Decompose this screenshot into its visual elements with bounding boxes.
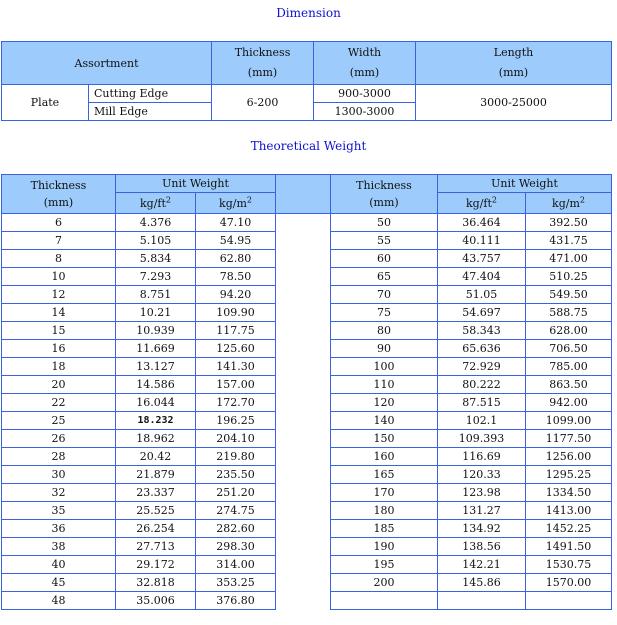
weight-title: Theoretical Weight <box>250 139 367 153</box>
left-kgft-cell: 5.834 <box>116 250 196 268</box>
thickness-header <box>212 42 314 85</box>
length-range-cell: 3000-25000 <box>416 85 612 121</box>
left-thickness-cell: 20 <box>2 376 116 394</box>
plate-cell: Plate <box>2 85 89 121</box>
right-thickness-cell: 90 <box>331 340 438 358</box>
left-kgm-cell: 314.00 <box>196 556 276 574</box>
right-kgm-cell: 1452.25 <box>526 520 612 538</box>
left-thickness-cell: 45 <box>2 574 116 592</box>
right-kgm-cell: 706.50 <box>526 340 612 358</box>
mill-edge-cell: Mill Edge <box>89 103 212 121</box>
kgft-label: kg/ft <box>140 196 166 210</box>
left-thickness-header <box>2 175 116 214</box>
left-thickness-cell: 35 <box>2 502 116 520</box>
right-kgm-cell: 1177.50 <box>526 430 612 448</box>
left-thickness-cell: 7 <box>2 232 116 250</box>
left-kgft-cell: 14.586 <box>116 376 196 394</box>
right-kgm-cell: 1570.00 <box>526 574 612 592</box>
left-kgm-cell: 172.70 <box>196 394 276 412</box>
right-thickness-label: Thickness <box>356 179 412 192</box>
left-kgft-cell: 10.939 <box>116 322 196 340</box>
left-kgm-cell: 47.10 <box>196 214 276 232</box>
right-kgm-cell: 1099.00 <box>526 412 612 430</box>
spacer-column <box>276 214 331 610</box>
left-kgft-cell: 18.962 <box>116 430 196 448</box>
kgft-label: kg/ft <box>466 196 492 210</box>
right-thickness-cell: 65 <box>331 268 438 286</box>
right-kgm-cell: 1334.50 <box>526 484 612 502</box>
right-kgft-cell: 116.69 <box>438 448 526 466</box>
left-thickness-cell: 18 <box>2 358 116 376</box>
left-thickness-cell: 22 <box>2 394 116 412</box>
left-thickness-cell: 26 <box>2 430 116 448</box>
right-kgft-cell <box>438 592 526 610</box>
kgm-sup: 2 <box>246 194 252 204</box>
right-kgft-cell: 123.98 <box>438 484 526 502</box>
left-thickness-unit: (mm) <box>43 196 74 209</box>
right-kgft-cell: 134.92 <box>438 520 526 538</box>
left-thickness-cell: 12 <box>2 286 116 304</box>
right-kgft-cell: 51.05 <box>438 286 526 304</box>
kgm-label: kg/m <box>219 196 247 210</box>
left-kgft-cell: 26.254 <box>116 520 196 538</box>
right-kgft-cell: 58.343 <box>438 322 526 340</box>
left-kgm-cell: 141.30 <box>196 358 276 376</box>
left-thickness-cell: 25 <box>2 412 116 430</box>
right-unit-weight-header: Unit Weight <box>438 175 612 193</box>
left-kgft-cell: 20.42 <box>116 448 196 466</box>
right-kgm-cell: 1256.00 <box>526 448 612 466</box>
right-kgft-cell: 131.27 <box>438 502 526 520</box>
left-kgft-cell: 29.172 <box>116 556 196 574</box>
left-thickness-cell: 36 <box>2 520 116 538</box>
right-kgm-cell: 1413.00 <box>526 502 612 520</box>
dimension-title: Dimension <box>276 6 341 20</box>
left-thickness-cell: 30 <box>2 466 116 484</box>
left-kgm-cell: 157.00 <box>196 376 276 394</box>
left-thickness-label: Thickness <box>30 179 87 192</box>
dimension-row <box>2 85 612 103</box>
kgm-sup: 2 <box>579 194 585 204</box>
left-kgm-cell: 62.80 <box>196 250 276 268</box>
right-kgm-cell: 431.75 <box>526 232 612 250</box>
right-kgft-cell: 87.515 <box>438 394 526 412</box>
right-thickness-cell: 140 <box>331 412 438 430</box>
right-thickness-header <box>331 175 438 214</box>
left-kgm-cell: 204.10 <box>196 430 276 448</box>
right-kgft-cell: 72.929 <box>438 358 526 376</box>
left-kgm-cell: 117.75 <box>196 322 276 340</box>
right-kgm-cell: 785.00 <box>526 358 612 376</box>
kgm-label: kg/m <box>552 196 580 210</box>
left-kgft-cell: 18.232 <box>116 412 196 430</box>
right-thickness-cell: 185 <box>331 520 438 538</box>
left-thickness-cell: 6 <box>2 214 116 232</box>
right-kgft-cell: 120.33 <box>438 466 526 484</box>
right-kgm-cell: 1530.75 <box>526 556 612 574</box>
right-thickness-cell: 200 <box>331 574 438 592</box>
dimension-header-row <box>2 42 612 85</box>
right-thickness-cell: 70 <box>331 286 438 304</box>
right-kgm-cell: 549.50 <box>526 286 612 304</box>
weight-table <box>1 174 612 610</box>
right-kgm-cell: 510.25 <box>526 268 612 286</box>
right-kgm-cell: 942.00 <box>526 394 612 412</box>
left-kgm-cell: 219.80 <box>196 448 276 466</box>
assortment-header <box>2 42 212 85</box>
left-kgm-cell: 298.30 <box>196 538 276 556</box>
right-kgft-cell: 36.464 <box>438 214 526 232</box>
left-thickness-cell: 28 <box>2 448 116 466</box>
left-kgft-cell: 25.525 <box>116 502 196 520</box>
right-kgm-cell: 1295.25 <box>526 466 612 484</box>
left-thickness-cell: 16 <box>2 340 116 358</box>
right-kgft-cell: 145.86 <box>438 574 526 592</box>
left-thickness-cell: 10 <box>2 268 116 286</box>
left-kgft-cell: 5.105 <box>116 232 196 250</box>
right-kgft-header <box>438 193 526 214</box>
right-thickness-cell: 100 <box>331 358 438 376</box>
width-header-label: Width <box>347 46 382 59</box>
right-kgft-cell: 142.21 <box>438 556 526 574</box>
right-kgft-cell: 65.636 <box>438 340 526 358</box>
left-unit-weight-header: Unit Weight <box>116 175 276 193</box>
width-range-2-cell: 1300-3000 <box>314 103 416 121</box>
right-kgft-cell: 80.222 <box>438 376 526 394</box>
right-kgm-cell: 588.75 <box>526 304 612 322</box>
right-thickness-cell: 75 <box>331 304 438 322</box>
left-thickness-cell: 15 <box>2 322 116 340</box>
right-thickness-cell: 110 <box>331 376 438 394</box>
left-kgm-cell: 376.80 <box>196 592 276 610</box>
thickness-header-label: Thickness <box>234 46 291 59</box>
left-thickness-cell: 40 <box>2 556 116 574</box>
right-thickness-unit: (mm) <box>369 196 399 209</box>
left-thickness-cell: 38 <box>2 538 116 556</box>
left-kgft-cell: 11.669 <box>116 340 196 358</box>
kgft-sup: 2 <box>165 194 171 204</box>
right-thickness-cell: 170 <box>331 484 438 502</box>
left-kgm-cell: 109.90 <box>196 304 276 322</box>
cutting-edge-cell: Cutting Edge <box>89 85 212 103</box>
right-kgm-cell: 392.50 <box>526 214 612 232</box>
left-kgm-cell: 235.50 <box>196 466 276 484</box>
right-thickness-cell: 190 <box>331 538 438 556</box>
right-thickness-cell: 180 <box>331 502 438 520</box>
spacer-header <box>276 175 331 214</box>
width-header-unit: (mm) <box>349 66 380 79</box>
left-kgm-cell: 54.95 <box>196 232 276 250</box>
right-kgm-cell: 1491.50 <box>526 538 612 556</box>
left-kgft-header <box>116 193 196 214</box>
left-kgft-cell: 8.751 <box>116 286 196 304</box>
length-header-unit: (mm) <box>498 66 529 79</box>
left-kgm-cell: 274.75 <box>196 502 276 520</box>
kgft-sup: 2 <box>491 194 497 204</box>
width-header <box>314 42 416 85</box>
right-kgft-cell: 43.757 <box>438 250 526 268</box>
right-thickness-cell: 165 <box>331 466 438 484</box>
left-kgft-cell: 13.127 <box>116 358 196 376</box>
right-thickness-cell: 50 <box>331 214 438 232</box>
left-thickness-cell: 48 <box>2 592 116 610</box>
left-thickness-cell: 14 <box>2 304 116 322</box>
right-thickness-cell: 80 <box>331 322 438 340</box>
left-kgft-cell: 27.713 <box>116 538 196 556</box>
right-kgm-header <box>526 193 612 214</box>
right-thickness-cell: 60 <box>331 250 438 268</box>
left-kgm-cell: 196.25 <box>196 412 276 430</box>
right-thickness-cell: 120 <box>331 394 438 412</box>
weight-table-row <box>2 214 612 232</box>
right-kgft-cell: 102.1 <box>438 412 526 430</box>
right-kgft-cell: 109.393 <box>438 430 526 448</box>
right-kgm-cell: 863.50 <box>526 376 612 394</box>
right-thickness-cell <box>331 592 438 610</box>
left-kgft-cell: 7.293 <box>116 268 196 286</box>
right-kgm-cell <box>526 592 612 610</box>
left-kgft-cell: 16.044 <box>116 394 196 412</box>
left-kgft-cell: 10.21 <box>116 304 196 322</box>
length-header-label: Length <box>493 46 534 59</box>
right-kgm-cell: 628.00 <box>526 322 612 340</box>
width-range-1-cell: 900-3000 <box>314 85 416 103</box>
left-kgft-cell: 32.818 <box>116 574 196 592</box>
right-thickness-cell: 160 <box>331 448 438 466</box>
assortment-header-label: Assortment <box>74 56 139 70</box>
right-kgft-cell: 40.111 <box>438 232 526 250</box>
right-thickness-cell: 150 <box>331 430 438 448</box>
left-thickness-cell: 32 <box>2 484 116 502</box>
left-kgm-cell: 282.60 <box>196 520 276 538</box>
right-thickness-cell: 195 <box>331 556 438 574</box>
left-kgm-cell: 353.25 <box>196 574 276 592</box>
right-thickness-cell: 55 <box>331 232 438 250</box>
left-kgm-cell: 125.60 <box>196 340 276 358</box>
dimension-table <box>1 41 612 121</box>
length-header <box>416 42 612 85</box>
weight-header-row <box>2 175 612 193</box>
right-kgft-cell: 47.404 <box>438 268 526 286</box>
right-kgft-cell: 138.56 <box>438 538 526 556</box>
left-kgm-header <box>196 193 276 214</box>
right-kgft-cell: 54.697 <box>438 304 526 322</box>
left-kgm-cell: 251.20 <box>196 484 276 502</box>
left-kgm-cell: 78.50 <box>196 268 276 286</box>
thickness-range-cell: 6-200 <box>212 85 314 121</box>
left-kgm-cell: 94.20 <box>196 286 276 304</box>
right-kgm-cell: 471.00 <box>526 250 612 268</box>
thickness-header-unit: (mm) <box>247 66 278 79</box>
left-kgft-cell: 35.006 <box>116 592 196 610</box>
left-kgft-cell: 23.337 <box>116 484 196 502</box>
left-thickness-cell: 8 <box>2 250 116 268</box>
left-kgft-cell: 4.376 <box>116 214 196 232</box>
left-kgft-cell: 21.879 <box>116 466 196 484</box>
